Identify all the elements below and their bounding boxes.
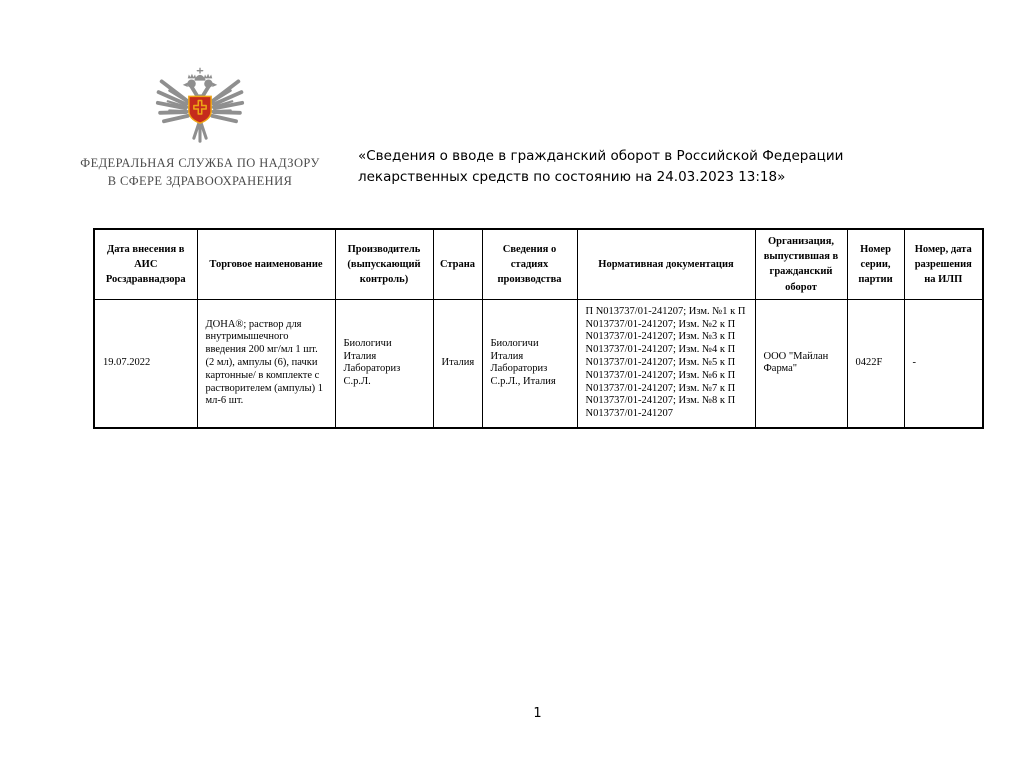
drug-circulation-table xyxy=(93,228,984,429)
column-header-trade-name: Торговое наименование xyxy=(197,229,335,299)
page-number: 1 xyxy=(533,706,542,721)
agency-name-line2: В СФЕРЕ ЗДРАВООХРАНЕНИЯ xyxy=(107,174,293,188)
cell-normative-docs: П N013737/01-241207; Изм. №1 к П N013737/01-241207; Изм. №2 к П N013737/01-241207; Изм. №3 к П N013737/01-241207; Изм. №4 к П N013737/01-241207; Изм. №5 к П N013737/01-241207; Изм. №6 к П N013737/01-241207; Изм. №7 к П N013737/01-241207; Изм. №8 к П N013737/01-241207 xyxy=(577,299,755,428)
agency-name-line1: ФЕДЕРАЛЬНАЯ СЛУЖБА ПО НАДЗОРУ xyxy=(80,156,320,170)
column-header-normative-docs: Нормативная документация xyxy=(577,229,755,299)
table-row xyxy=(94,299,983,428)
cell-ilp-permit: - xyxy=(904,299,983,428)
column-header-country: Страна xyxy=(433,229,482,299)
cell-batch-number: 0422F xyxy=(847,299,904,428)
cell-country: Италия xyxy=(433,299,482,428)
report-title: «Сведения о вводе в гражданский оборот в Российской Федерации лекарственных средств по состоянию на 24.03.2023 13:18» xyxy=(358,148,844,185)
column-header-manufacturer: Производитель (выпускающий контроль) xyxy=(335,229,433,299)
roszdravnadzor-emblem-icon xyxy=(154,64,246,154)
column-header-production-stages: Сведения о стадиях производства xyxy=(482,229,577,299)
column-header-ilp-permit: Номер, дата разрешения на ИЛП xyxy=(904,229,983,299)
cell-release-organization: ООО "Майлан Фарма" xyxy=(755,299,847,428)
agency-name xyxy=(55,154,345,190)
table-header-row xyxy=(94,229,983,299)
emblem-shield xyxy=(188,96,212,124)
cell-date-added: 19.07.2022 xyxy=(94,299,197,428)
cell-trade-name: ДОНА®; раствор для внутримышечного введения 200 мг/мл 1 шт. (2 мл), ампулы (6), пачки картонные/ в комплекте с растворителем (ампулы) 1 мл-6 шт. xyxy=(197,299,335,428)
cell-production-stages: Биологичи Италия Лабораториз С.р.Л., Италия xyxy=(482,299,577,428)
column-header-batch-number: Номер серии, партии xyxy=(847,229,904,299)
cell-manufacturer: Биологичи Италия Лабораториз С.р.Л. xyxy=(335,299,433,428)
column-header-release-organization: Организация, выпустившая в гражданский оборот xyxy=(755,229,847,299)
column-header-date-added: Дата внесения в АИС Росздравнадзора xyxy=(94,229,197,299)
